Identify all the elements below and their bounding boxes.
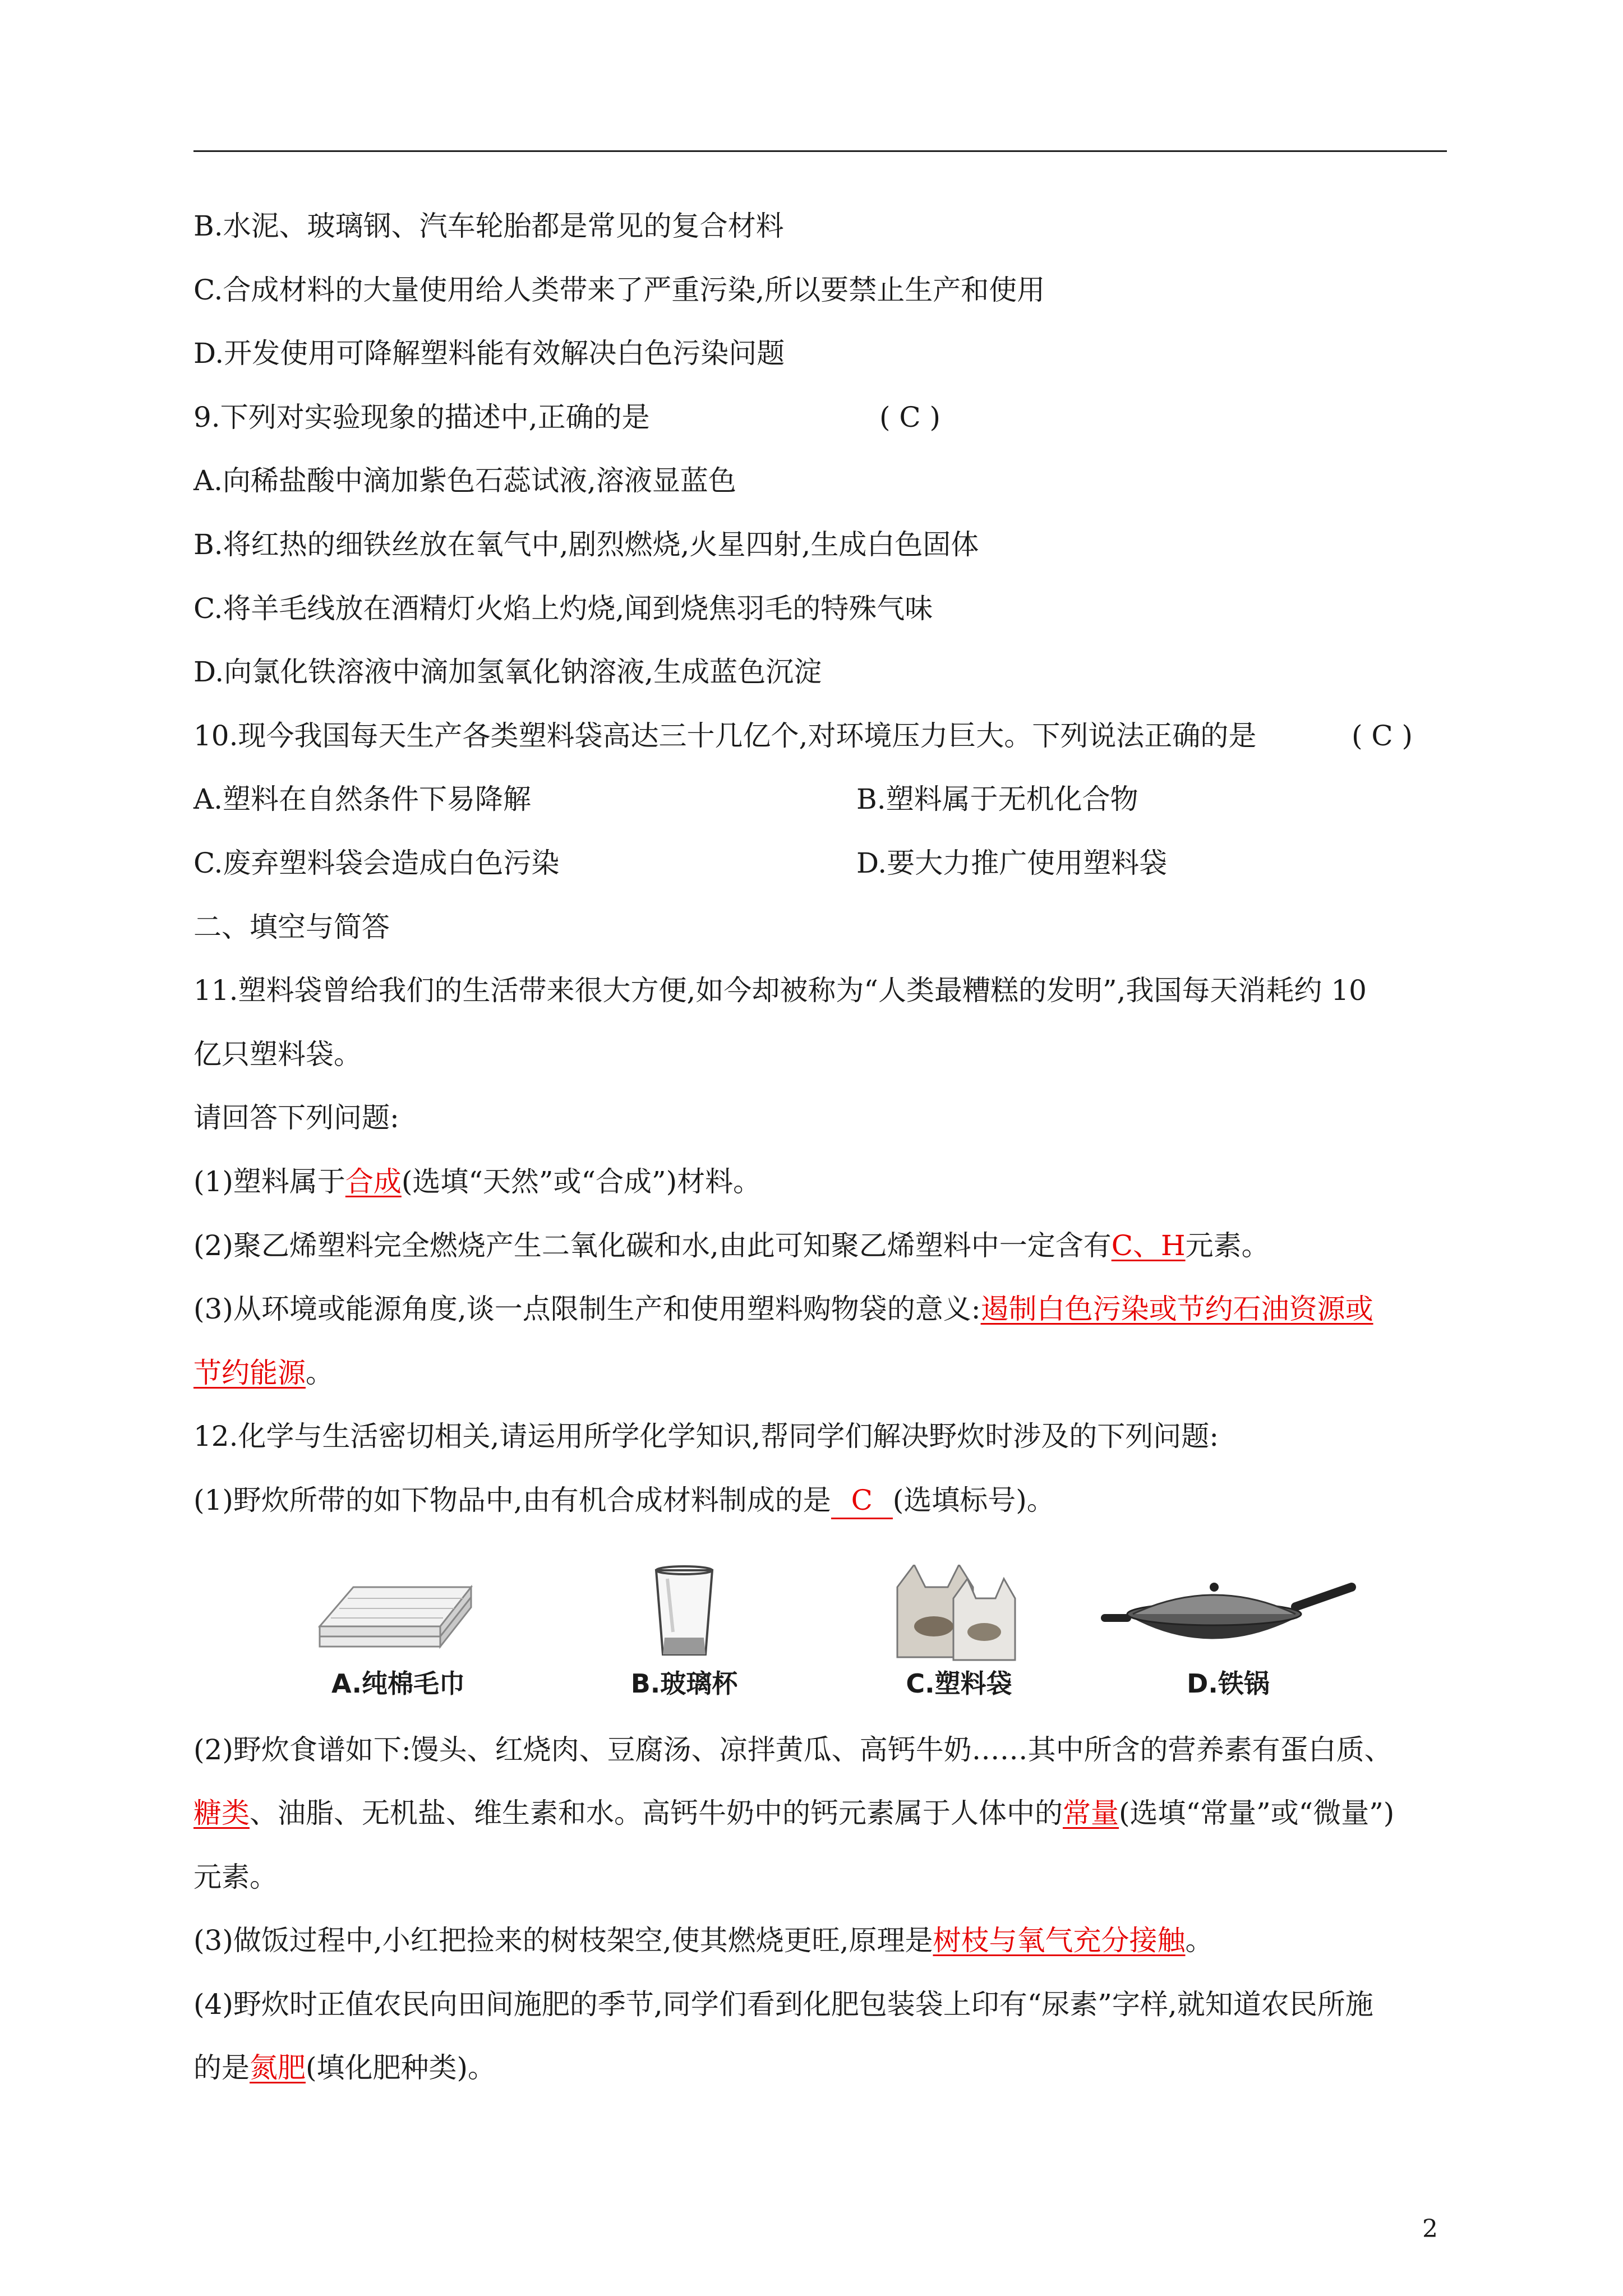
page-number: 2 — [1422, 2215, 1438, 2243]
q12-part-1-text: (1)野炊所带的如下物品中,由有机合成材料制成的是 — [193, 1484, 831, 1516]
q12-item-b-label: B.玻璃杯 — [630, 1668, 738, 1699]
q11-part-3-answer-line-1: 遏制白色污染或节约石油资源或 — [980, 1293, 1373, 1325]
q11-part-3-suffix: 。 — [306, 1357, 334, 1389]
q8-option-c: C.合成材料的大量使用给人类带来了严重污染,所以要禁止生产和使用 — [193, 274, 1045, 306]
q12-item-c-label: C.塑料袋 — [906, 1668, 1012, 1699]
q12-item-d — [1094, 1565, 1363, 1699]
q10-answer: ( C ) — [1352, 720, 1413, 752]
q9-option-a: A.向稀盐酸中滴加紫色石蕊试液,溶液显蓝色 — [193, 464, 736, 497]
glass-cup-image — [589, 1565, 780, 1666]
q10-options-row-2 — [193, 843, 1447, 883]
q10-stem: 10.现今我国每天生产各类塑料袋高达三十几亿个,对环境压力巨大。下列说法正确的是 — [193, 720, 1257, 752]
q12-part-2-answer-1: 糖类 — [193, 1797, 250, 1829]
q12-part-1-suffix: (选填标号)。 — [892, 1484, 1055, 1516]
q12-item-d-label: D.铁锅 — [1187, 1668, 1270, 1699]
q11-part-1-answer: 合成 — [345, 1165, 402, 1198]
q12-part-3-suffix: 。 — [1185, 1924, 1214, 1957]
q11-part-1 — [193, 1162, 761, 1201]
q11-part-3-answer-line-2: 节约能源 — [193, 1357, 306, 1389]
q12-item-figures — [303, 1565, 1368, 1699]
iron-wok-image — [1094, 1565, 1363, 1666]
q12-part-3-text: (3)做饭过程中,小红把捡来的树枝架空,使其燃烧更旺,原理是 — [193, 1924, 933, 1957]
q12-part-4-line-1: (4)野炊时正值农民向田间施肥的季节,同学们看到化肥包装袋上印有“尿素”字样,就知道农民所施 — [193, 1988, 1373, 2021]
q12-stem: 12.化学与生活密切相关,请运用所学化学知识,帮同学们解决野炊时涉及的下列问题: — [193, 1420, 1219, 1453]
q12-part-2-line-3: 元素。 — [193, 1861, 278, 1893]
q11-part-2 — [193, 1226, 1270, 1265]
q12-part-2-line-2 — [193, 1794, 1394, 1833]
q11-part-1-suffix: (选填“天然”或“合成”)材料。 — [401, 1165, 762, 1198]
q12-part-4-line-2 — [193, 2048, 496, 2087]
q12-part-1-answer: C — [831, 1483, 893, 1519]
section-heading: 二、填空与简答 — [193, 911, 390, 943]
q11-part-1-text: (1)塑料属于 — [193, 1165, 345, 1198]
q12-part-3-answer: 树枝与氧气充分接触 — [933, 1924, 1186, 1957]
q11-part-2-suffix: 元素。 — [1185, 1229, 1270, 1262]
q10-option-c: C.废弃塑料袋会造成白色污染 — [193, 847, 560, 879]
q11-part-3-continued — [193, 1353, 334, 1393]
q12-part-2-text: 、油脂、无机盐、维生素和水。高钙牛奶中的钙元素属于人体中的 — [250, 1797, 1063, 1829]
q12-part-4-text: 的是 — [193, 2051, 250, 2084]
header-rule — [193, 150, 1447, 152]
q11-part-3-text: (3)从环境或能源角度,谈一点限制生产和使用塑料购物袋的意义: — [193, 1293, 981, 1325]
q11-part-2-answer: C、H — [1111, 1229, 1186, 1262]
q10-option-a: A.塑料在自然条件下易降解 — [193, 783, 532, 815]
q10-option-d: D.要大力推广使用塑料袋 — [856, 847, 1168, 879]
q11-stem-line-1: 11.塑料袋曾给我们的生活带来很大方便,如今却被称为“人类最糟糕的发明”,我国每天消耗约 10 — [193, 974, 1367, 1007]
q12-item-b — [589, 1565, 780, 1699]
q12-part-2-answer-2: 常量 — [1063, 1797, 1119, 1829]
q8-option-d: D.开发使用可降解塑料能有效解决白色污染问题 — [193, 337, 785, 370]
q8-option-b: B.水泥、玻璃钢、汽车轮胎都是常见的复合材料 — [193, 210, 784, 242]
q11-part-2-text: (2)聚乙烯塑料完全燃烧产生二氧化碳和水,由此可知聚乙烯塑料中一定含有 — [193, 1229, 1112, 1262]
towel-image — [303, 1565, 494, 1666]
q12-part-4-answer: 氮肥 — [250, 2051, 306, 2084]
q10-options-row-1 — [193, 780, 1447, 819]
q12-item-c — [864, 1565, 1054, 1699]
q11-part-3 — [193, 1289, 1373, 1329]
q12-item-a-label: A.纯棉毛巾 — [331, 1668, 465, 1699]
q9-option-b: B.将红热的细铁丝放在氧气中,剧烈燃烧,火星四射,生成白色固体 — [193, 528, 979, 561]
plastic-bag-image — [864, 1565, 1054, 1666]
q12-part-2-line-1: (2)野炊食谱如下:馒头、红烧肉、豆腐汤、凉拌黄瓜、高钙牛奶……其中所含的营养素有蛋白质、 — [193, 1733, 1393, 1766]
q10-option-b: B.塑料属于无机化合物 — [856, 783, 1138, 815]
q12-part-4-suffix: (填化肥种类)。 — [306, 2051, 496, 2084]
q9-answer: ( C ) — [879, 401, 941, 434]
q12-part-3 — [193, 1921, 1214, 1960]
q11-prompt: 请回答下列问题: — [193, 1101, 399, 1134]
q11-stem-line-2: 亿只塑料袋。 — [193, 1038, 362, 1071]
q12-part-1 — [193, 1481, 1055, 1520]
q9-stem: 9.下列对实验现象的描述中,正确的是 — [193, 401, 650, 434]
q9-option-d: D.向氯化铁溶液中滴加氢氧化钠溶液,生成蓝色沉淀 — [193, 656, 822, 688]
q12-item-a — [303, 1565, 494, 1699]
q12-part-2-suffix: (选填“常量”或“微量”) — [1119, 1797, 1395, 1829]
q9-option-c: C.将羊毛线放在酒精灯火焰上灼烧,闻到烧焦羽毛的特殊气味 — [193, 592, 933, 625]
